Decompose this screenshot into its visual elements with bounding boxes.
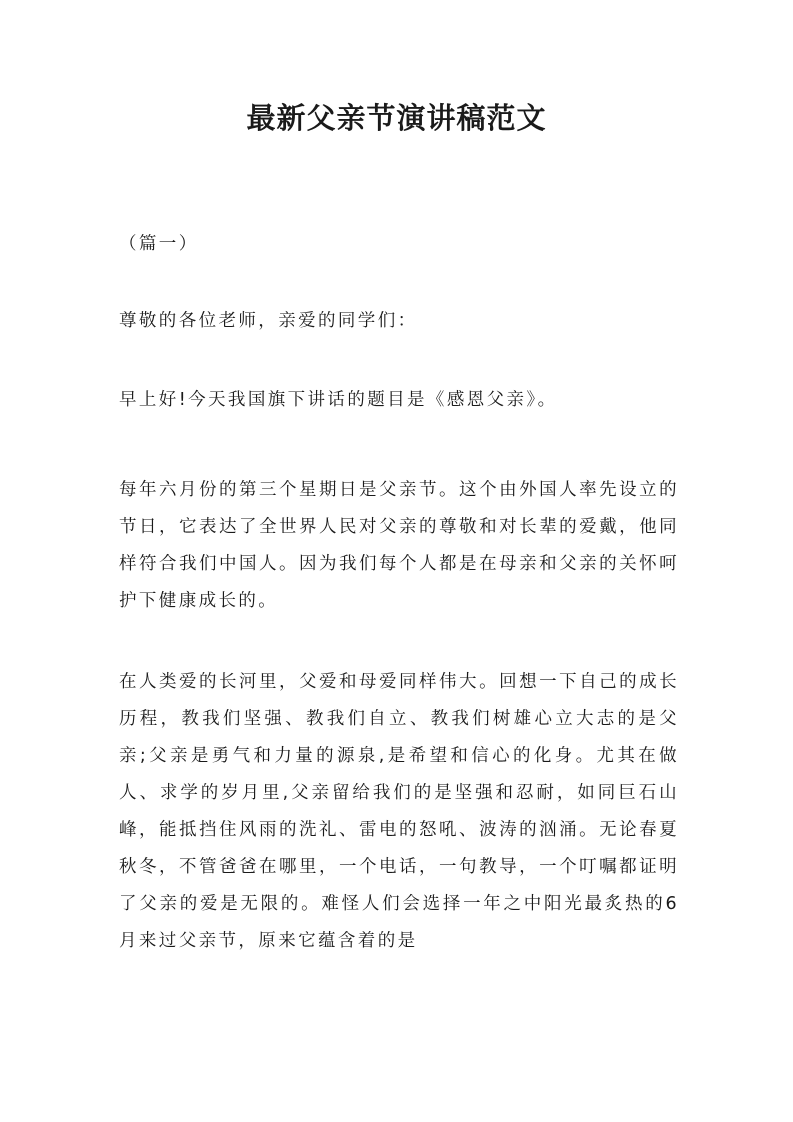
section-label: （篇一） <box>119 234 199 254</box>
greeting-paragraph: 尊敬的各位老师，亲爱的同学们： <box>119 311 418 331</box>
intro-paragraph: 早上好!今天我国旗下讲话的题目是《感恩父亲》。 <box>119 390 558 410</box>
body-paragraph: 每年六月份的第三个星期日是父亲节。这个由外国人率先设立的节日，它表达了全世界人民对父亲的尊敬和对长辈的爱戴，他同样符合我们中国人。因为我们每个人都是在母亲和父亲的关怀呵护下健康成长的。 <box>119 480 679 611</box>
page-title: 最新父亲节演讲稿范文 <box>246 101 547 135</box>
document-body <box>119 226 679 960</box>
body-paragraph: 在人类爱的长河里，父爱和母爱同样伟大。回想一下自己的成长历程，教我们坚强、教我们自立、教我们树雄心立大志的是父亲;父亲是勇气和力量的源泉,是希望和信心的化身。尤其在做人、求学的岁月里,父亲留给我们的是坚强和忍耐，如同巨石山峰，能抵挡住风雨的洗礼、雷电的怒吼、波涛的汹涌。无论春夏秋冬，不管爸爸在哪里，一个电话，一句教导，一个叮嘱都证明了父亲的爱是无限的。难怪人们会选择一年之中阳光最炙热的6月来过父亲节，原来它蕴含着的是 <box>119 672 679 951</box>
